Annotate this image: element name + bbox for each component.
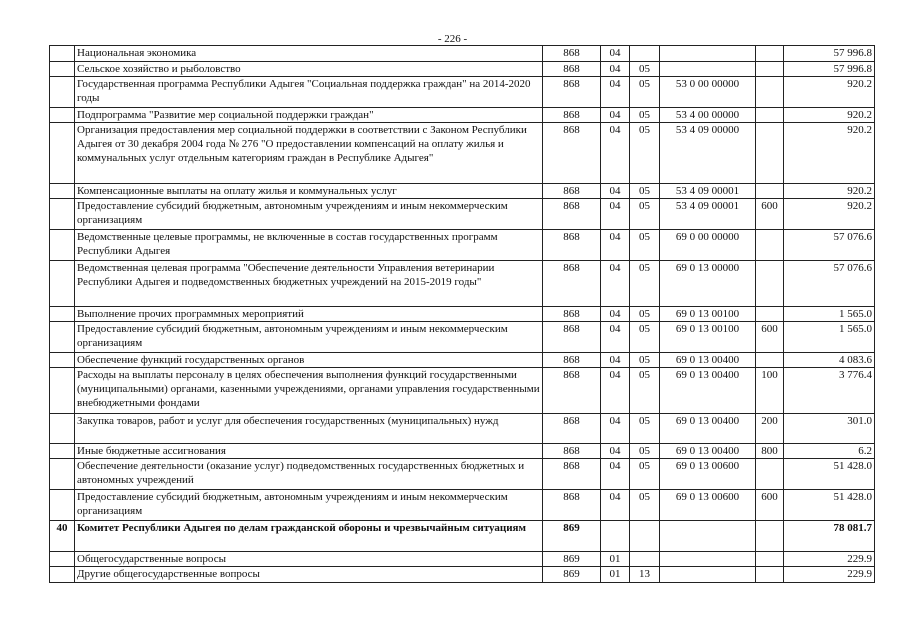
budget-table: [49, 45, 875, 583]
target-article-cell: 69 0 13 00600: [660, 490, 756, 521]
section-code-cell: 04: [601, 261, 630, 307]
subsection-code-cell: 05: [630, 444, 660, 459]
table-row: [50, 261, 875, 307]
row-name-cell: Предоставление субсидий бюджетным, автономным учреждениям и иным некоммерческим организациям: [75, 322, 543, 353]
page-number: - 226 -: [437, 33, 468, 45]
table-row: [50, 567, 875, 583]
table-row: [50, 459, 875, 490]
ved-code-cell: 868: [543, 444, 601, 459]
expense-type-cell: 600: [756, 322, 784, 353]
subsection-code-cell: 05: [630, 77, 660, 108]
row-number-cell: [50, 368, 75, 414]
ved-code-cell: 868: [543, 368, 601, 414]
row-name-cell: Выполнение прочих программных мероприятий: [75, 307, 543, 322]
target-article-cell: 69 0 13 00600: [660, 459, 756, 490]
row-number-cell: [50, 230, 75, 261]
row-number-cell: [50, 184, 75, 199]
table-row: [50, 353, 875, 368]
table-row: [50, 490, 875, 521]
amount-cell: 57 996.8: [784, 62, 875, 77]
section-code-cell: 04: [601, 77, 630, 108]
section-code-cell: 04: [601, 490, 630, 521]
section-code-cell: 04: [601, 230, 630, 261]
expense-type-cell: [756, 184, 784, 199]
ved-code-cell: 868: [543, 353, 601, 368]
row-name-cell: Сельское хозяйство и рыболовство: [75, 62, 543, 77]
amount-cell: 1 565.0: [784, 307, 875, 322]
expense-type-cell: [756, 552, 784, 567]
amount-cell: 301.0: [784, 414, 875, 444]
expense-type-cell: 800: [756, 444, 784, 459]
section-code-cell: 04: [601, 322, 630, 353]
target-article-cell: 53 4 09 00001: [660, 199, 756, 230]
target-article-cell: [660, 567, 756, 583]
row-number-cell: [50, 46, 75, 62]
row-name-cell: Национальная экономика: [75, 46, 543, 62]
subsection-code-cell: 05: [630, 322, 660, 353]
section-code-cell: 04: [601, 62, 630, 77]
table-row: [50, 108, 875, 123]
amount-cell: 920.2: [784, 123, 875, 184]
target-article-cell: 69 0 13 00100: [660, 322, 756, 353]
subsection-code-cell: [630, 521, 660, 552]
row-name-cell: Комитет Республики Адыгея по делам гражданской обороны и чрезвычайным ситуациям: [75, 521, 543, 552]
row-number-cell: [50, 490, 75, 521]
section-code-cell: 04: [601, 444, 630, 459]
target-article-cell: 69 0 13 00000: [660, 261, 756, 307]
ved-code-cell: 868: [543, 459, 601, 490]
expense-type-cell: 200: [756, 414, 784, 444]
amount-cell: 3 776.4: [784, 368, 875, 414]
section-code-cell: 04: [601, 46, 630, 62]
ved-code-cell: 868: [543, 108, 601, 123]
amount-cell: 229.9: [784, 552, 875, 567]
table-row: [50, 199, 875, 230]
expense-type-cell: 100: [756, 368, 784, 414]
expense-type-cell: [756, 123, 784, 184]
expense-type-cell: [756, 567, 784, 583]
target-article-cell: 53 0 00 00000: [660, 77, 756, 108]
table-row: [50, 62, 875, 77]
row-number-cell: [50, 322, 75, 353]
table-row: [50, 307, 875, 322]
row-name-cell: Обеспечение деятельности (оказание услуг) подведомственных государственных бюджетных и автономных учреждений: [75, 459, 543, 490]
row-number-cell: [50, 567, 75, 583]
subsection-code-cell: 05: [630, 199, 660, 230]
section-code-cell: 04: [601, 368, 630, 414]
table-row: [50, 46, 875, 62]
ved-code-cell: 868: [543, 414, 601, 444]
row-name-cell: Компенсационные выплаты на оплату жилья и коммунальных услуг: [75, 184, 543, 199]
row-name-cell: Предоставление субсидий бюджетным, автономным учреждениям и иным некоммерческим организациям: [75, 490, 543, 521]
subsection-code-cell: 05: [630, 490, 660, 521]
row-number-cell: [50, 459, 75, 490]
ved-code-cell: 868: [543, 261, 601, 307]
subsection-code-cell: 05: [630, 62, 660, 77]
target-article-cell: [660, 46, 756, 62]
ved-code-cell: 868: [543, 46, 601, 62]
row-number-cell: [50, 552, 75, 567]
target-article-cell: 69 0 13 00400: [660, 444, 756, 459]
subsection-code-cell: 05: [630, 184, 660, 199]
ved-code-cell: 868: [543, 322, 601, 353]
subsection-code-cell: 05: [630, 459, 660, 490]
table-row: [50, 184, 875, 199]
section-code-cell: 04: [601, 353, 630, 368]
row-name-cell: Организация предоставления мер социальной поддержки в соответствии с Законом Республики Адыгея от 30 декабря 2004 года № 276 "О предоставлении компенсаций на оплату жилья и коммунальных услуг отдельным категориям граждан в Республике Адыгея": [75, 123, 543, 184]
amount-cell: 51 428.0: [784, 459, 875, 490]
ved-code-cell: 868: [543, 490, 601, 521]
row-name-cell: Расходы на выплаты персоналу в целях обеспечения выполнения функций государственными (муниципальными) органами, казенными учреждениями, органами управления государственными внебюджетными фондами: [75, 368, 543, 414]
section-code-cell: 04: [601, 414, 630, 444]
expense-type-cell: [756, 521, 784, 552]
ved-code-cell: 868: [543, 307, 601, 322]
target-article-cell: 53 4 00 00000: [660, 108, 756, 123]
subsection-code-cell: 05: [630, 353, 660, 368]
row-number-cell: [50, 123, 75, 184]
row-name-cell: Закупка товаров, работ и услуг для обеспечения государственных (муниципальных) нужд: [75, 414, 543, 444]
target-article-cell: 53 4 09 00000: [660, 123, 756, 184]
row-name-cell: Подпрограмма "Развитие мер социальной поддержки граждан": [75, 108, 543, 123]
expense-type-cell: [756, 62, 784, 77]
subsection-code-cell: 05: [630, 414, 660, 444]
expense-type-cell: [756, 261, 784, 307]
expense-type-cell: [756, 108, 784, 123]
table-row: [50, 414, 875, 444]
row-name-cell: Общегосударственные вопросы: [75, 552, 543, 567]
row-name-cell: Предоставление субсидий бюджетным, автономным учреждениям и иным некоммерческим организациям: [75, 199, 543, 230]
table-body: [50, 46, 875, 583]
amount-cell: 51 428.0: [784, 490, 875, 521]
amount-cell: 57 076.6: [784, 261, 875, 307]
amount-cell: 57 996.8: [784, 46, 875, 62]
row-number-cell: [50, 414, 75, 444]
subsection-code-cell: 05: [630, 368, 660, 414]
amount-cell: 6.2: [784, 444, 875, 459]
target-article-cell: [660, 552, 756, 567]
subsection-code-cell: 05: [630, 307, 660, 322]
table-row: [50, 368, 875, 414]
target-article-cell: 69 0 13 00400: [660, 353, 756, 368]
row-name-cell: Другие общегосударственные вопросы: [75, 567, 543, 583]
expense-type-cell: [756, 307, 784, 322]
table-row: [50, 552, 875, 567]
row-number-cell: [50, 62, 75, 77]
target-article-cell: 69 0 13 00400: [660, 414, 756, 444]
subsection-code-cell: [630, 552, 660, 567]
amount-cell: 229.9: [784, 567, 875, 583]
amount-cell: 1 565.0: [784, 322, 875, 353]
expense-type-cell: [756, 46, 784, 62]
table-row: [50, 230, 875, 261]
row-number-cell: [50, 108, 75, 123]
subsection-code-cell: 05: [630, 261, 660, 307]
table-row: [50, 444, 875, 459]
section-code-cell: 01: [601, 552, 630, 567]
section-code-cell: 04: [601, 459, 630, 490]
section-code-cell: 04: [601, 307, 630, 322]
section-code-cell: 04: [601, 184, 630, 199]
expense-type-cell: [756, 353, 784, 368]
ved-code-cell: 868: [543, 199, 601, 230]
section-code-cell: 04: [601, 108, 630, 123]
ved-code-cell: 868: [543, 230, 601, 261]
expense-type-cell: [756, 230, 784, 261]
table-row: [50, 77, 875, 108]
section-code-cell: 04: [601, 123, 630, 184]
section-code-cell: 01: [601, 567, 630, 583]
ved-code-cell: 868: [543, 62, 601, 77]
table-row: [50, 123, 875, 184]
row-number-cell: [50, 353, 75, 368]
subsection-code-cell: 13: [630, 567, 660, 583]
row-number-cell: 40: [50, 521, 75, 552]
target-article-cell: 53 4 09 00001: [660, 184, 756, 199]
row-name-cell: Государственная программа Республики Адыгея "Социальная поддержка граждан" на 2014-2020 годы: [75, 77, 543, 108]
row-number-cell: [50, 77, 75, 108]
section-code-cell: 04: [601, 199, 630, 230]
amount-cell: 920.2: [784, 184, 875, 199]
expense-type-cell: [756, 77, 784, 108]
row-name-cell: Обеспечение функций государственных органов: [75, 353, 543, 368]
amount-cell: 920.2: [784, 77, 875, 108]
target-article-cell: 69 0 13 00100: [660, 307, 756, 322]
ved-code-cell: 869: [543, 552, 601, 567]
expense-type-cell: 600: [756, 490, 784, 521]
row-number-cell: [50, 199, 75, 230]
target-article-cell: 69 0 13 00400: [660, 368, 756, 414]
ved-code-cell: 869: [543, 567, 601, 583]
row-name-cell: Иные бюджетные ассигнования: [75, 444, 543, 459]
row-name-cell: Ведомственная целевая программа "Обеспечение деятельности Управления ветеринарии Республики Адыгея и подведомственных бюджетных учреждений на 2015-2019 годы": [75, 261, 543, 307]
expense-type-cell: 600: [756, 199, 784, 230]
ved-code-cell: 868: [543, 77, 601, 108]
row-number-cell: [50, 261, 75, 307]
row-number-cell: [50, 307, 75, 322]
target-article-cell: [660, 521, 756, 552]
ved-code-cell: 868: [543, 184, 601, 199]
ved-code-cell: 869: [543, 521, 601, 552]
amount-cell: 920.2: [784, 199, 875, 230]
subsection-code-cell: 05: [630, 230, 660, 261]
row-name-cell: Ведомственные целевые программы, не включенные в состав государственных программ Республики Адыгея: [75, 230, 543, 261]
subsection-code-cell: 05: [630, 108, 660, 123]
amount-cell: 57 076.6: [784, 230, 875, 261]
ved-code-cell: 868: [543, 123, 601, 184]
amount-cell: 4 083.6: [784, 353, 875, 368]
table-row: [50, 322, 875, 353]
subsection-code-cell: 05: [630, 123, 660, 184]
target-article-cell: 69 0 00 00000: [660, 230, 756, 261]
amount-cell: 78 081.7: [784, 521, 875, 552]
section-code-cell: [601, 521, 630, 552]
subsection-code-cell: [630, 46, 660, 62]
expense-type-cell: [756, 459, 784, 490]
row-number-cell: [50, 444, 75, 459]
table-row: [50, 521, 875, 552]
amount-cell: 920.2: [784, 108, 875, 123]
target-article-cell: [660, 62, 756, 77]
